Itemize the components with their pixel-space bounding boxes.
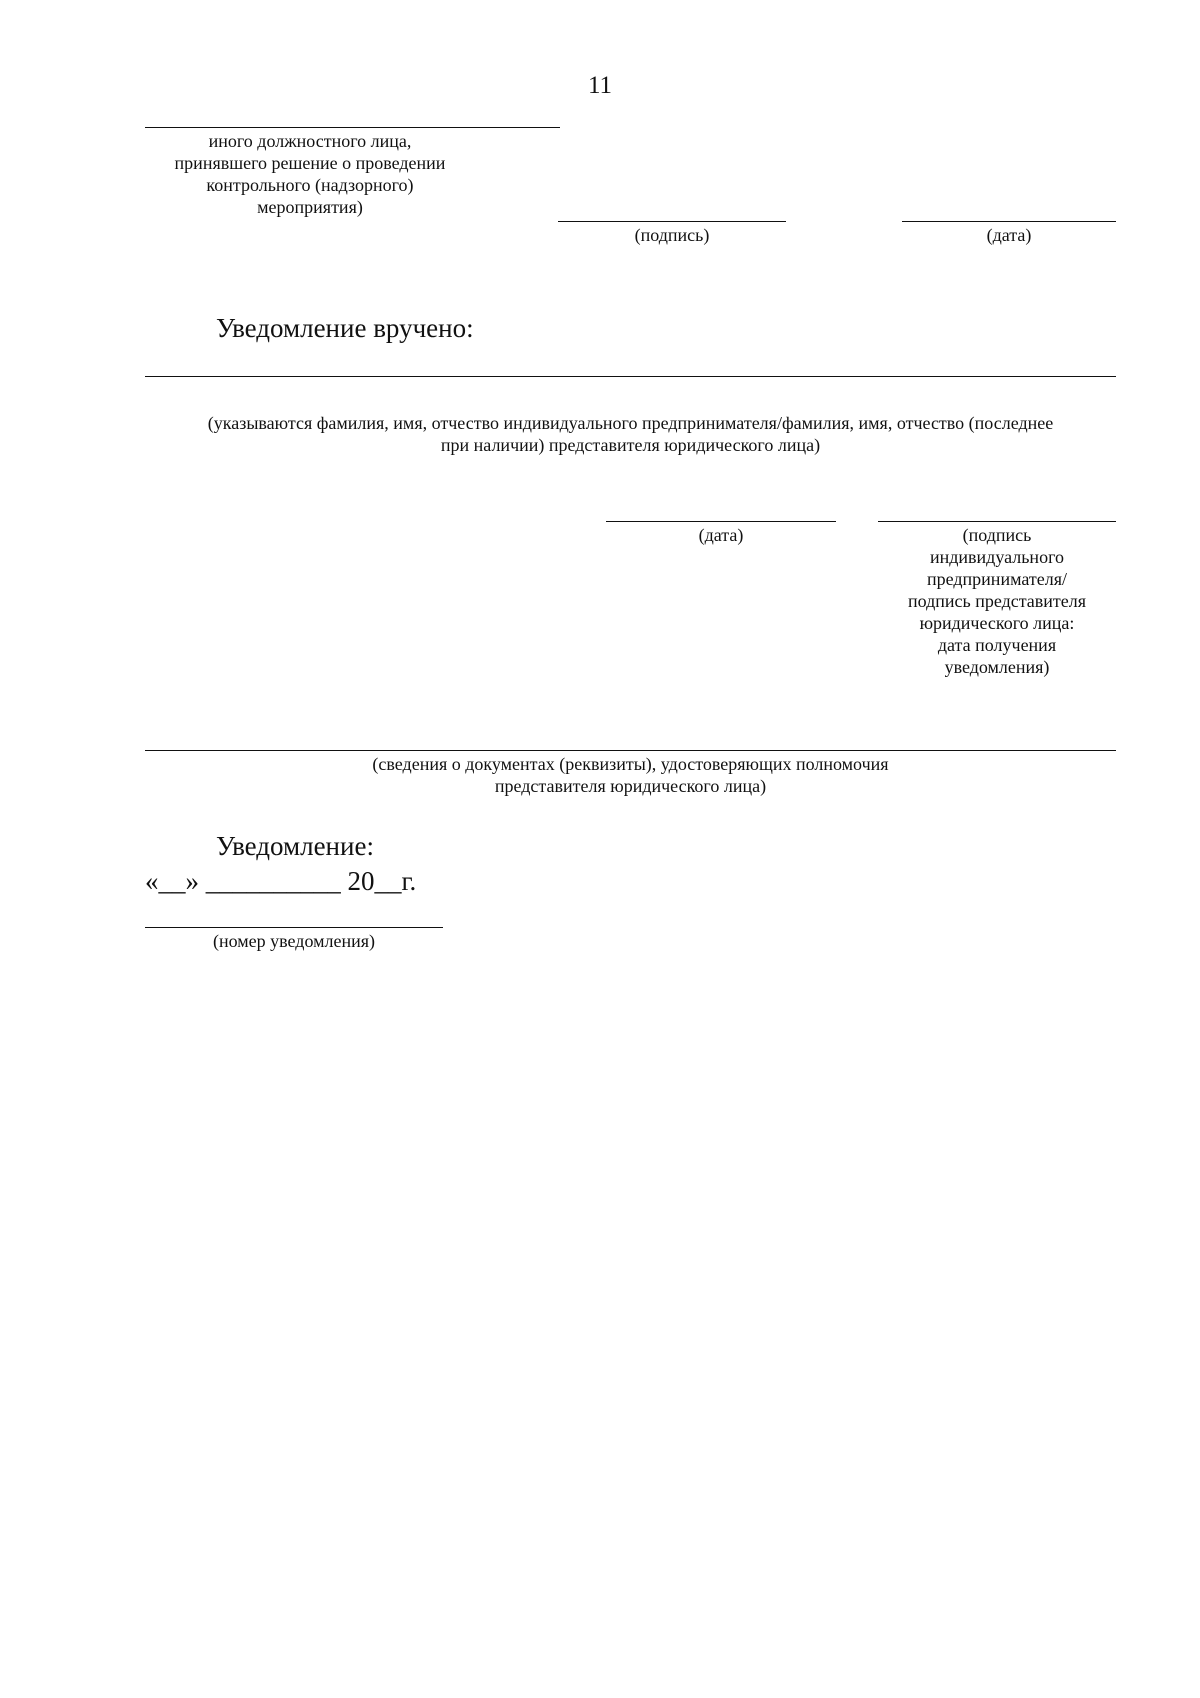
official-date-caption: (дата) [986,225,1032,245]
official-name-line [145,127,560,128]
notice-date-line: «__» __________ 20__г. [145,866,417,896]
notice-number-line [145,927,443,928]
delivered-heading: Уведомление вручено: [216,313,474,343]
notice-number-caption: (номер уведомления) [212,931,376,951]
official-date-line [902,221,1116,222]
page-number: 11 [587,72,613,99]
delivery-date-line [606,521,836,522]
official-signature-line [558,221,786,222]
official-caption: иного должностного лица, принявшего решение о проведении контрольного (надзорного) мероприятия) [174,131,446,217]
notice-heading: Уведомление: [216,831,374,861]
documents-line [145,750,1116,751]
documents-caption: (сведения о документах (реквизиты), удостоверяющих полномочия представителя юридического лица) [372,754,889,796]
recipient-signature-caption: (подпись индивидуального предпринимателя/ подпись представителя юридического лица: дата получения уведомления) [907,525,1087,677]
official-signature-caption: (подпись) [634,225,710,245]
recipient-name-line [145,376,1116,377]
recipient-name-caption: (указываются фамилия, имя, отчество индивидуального предпринимателя/фамилия, имя, отчество (последнее при наличии) представителя юридического лица) [207,413,1054,455]
delivery-date-caption: (дата) [698,525,744,545]
recipient-signature-line [878,521,1116,522]
